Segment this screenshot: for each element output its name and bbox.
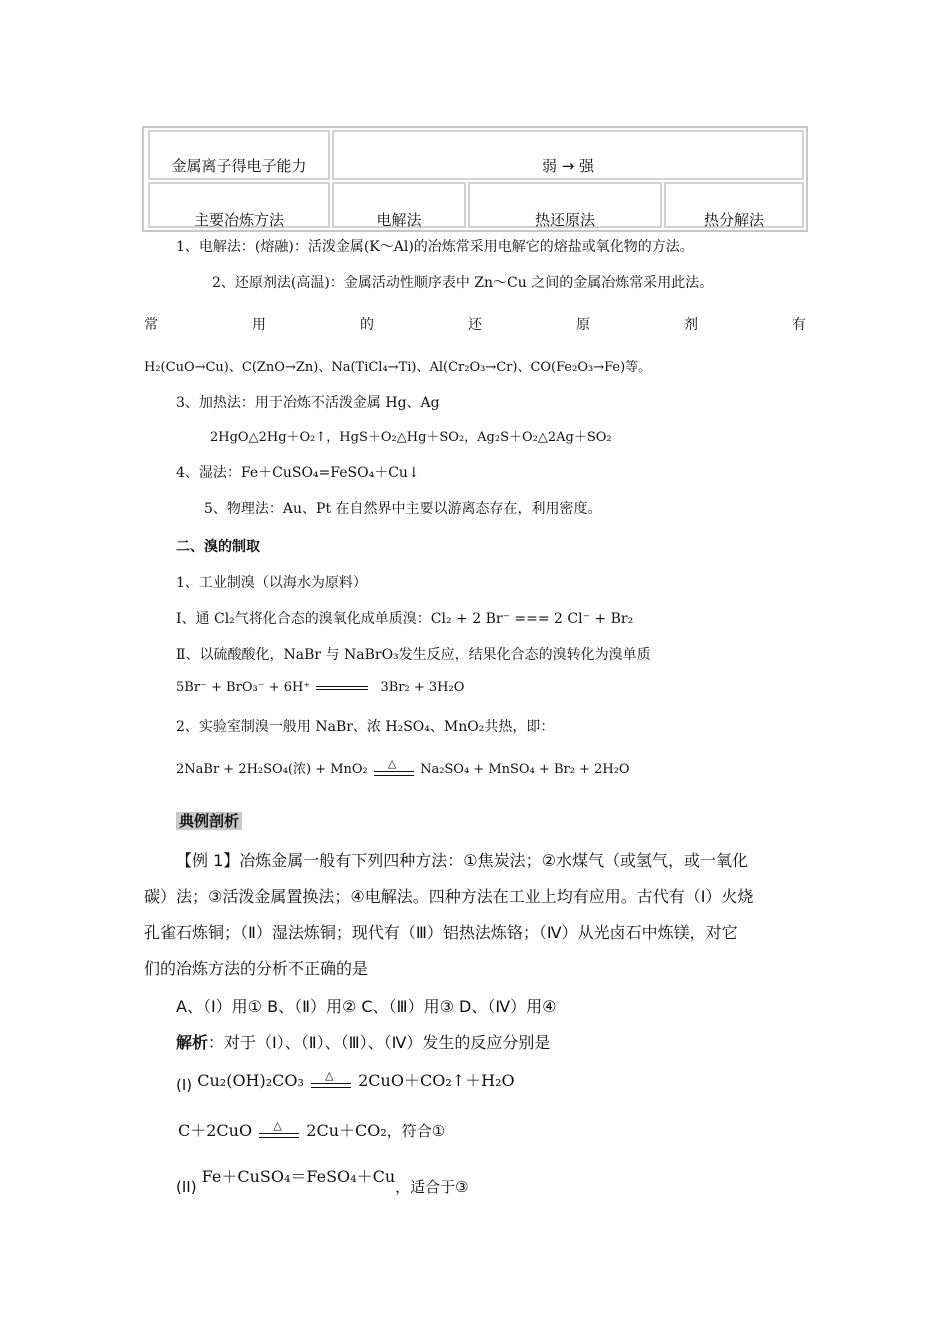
reaction-2 [178, 1118, 445, 1142]
method-heating: 3、加热法：用于冶炼不活泼金属 Hg、Ag [176, 395, 440, 411]
heat-symbol: △ [325, 1068, 334, 1082]
reducing-agent-examples: H₂(CuO→Cu)、C(ZnO→Zn)、Na(TiCl₄→Ti)、Al(Cr₂O₃→Cr)、CO(Fe₂O₃→Fe)等。 [144, 360, 652, 375]
reaction-1-left: Cu₂(OH)₂CO₃ [197, 1071, 304, 1090]
reaction-1-right: 2CuO＋CO₂↑＋H₂O [358, 1071, 515, 1090]
heat-equal-sign [374, 756, 414, 780]
metal-reduction-table [142, 126, 808, 232]
analysis-line [176, 1030, 550, 1053]
heat-symbol: △ [248, 430, 259, 445]
bromine-industrial: 1、工业制溴（以海水为原料） [176, 575, 367, 591]
table-cell-label-ability [148, 130, 330, 180]
heating-eq-part-a: 2HgO [210, 430, 249, 445]
table-cell-label-method [148, 182, 330, 228]
heating-eq-part-b: 2Hg＋O₂↑，HgS＋O₂ [258, 430, 397, 445]
reaction-2-left: C＋2CuO [178, 1121, 253, 1140]
spread-char: 有 [792, 317, 806, 333]
table-cell-thermal-decomposition [664, 182, 804, 228]
heat-symbol: △ [537, 430, 548, 445]
analysis-label: 解析 [176, 1033, 209, 1052]
equal-sign-line [316, 686, 368, 690]
table-cell-electrolysis [332, 182, 466, 228]
bromine-eq-left: 5Br⁻ + BrO₃⁻ + 6H⁺ [176, 680, 311, 695]
method-reducing-agent: 2、还原剂法(高温)：金属活动性顺序表中 Zn～Cu 之间的金属冶炼常采用此法。 [212, 275, 714, 291]
spread-char: 常 [144, 317, 158, 333]
reaction-3 [176, 1164, 469, 1197]
heating-equations [210, 426, 612, 445]
reaction-1 [176, 1068, 515, 1094]
reaction-2-note: ，符合① [386, 1122, 446, 1140]
example-section-label: 典例剖析 [176, 810, 242, 831]
table-label-method: 主要冶炼方法 [193, 211, 284, 229]
answer-options: A、（Ⅰ）用① B、（Ⅱ）用② C、（Ⅲ）用③ D、（Ⅳ）用④ [176, 997, 557, 1016]
reaction-2-right: 2Cu＋CO₂ [306, 1121, 387, 1140]
spread-char: 还 [468, 317, 482, 333]
table-thermal-reduction: 热还原法 [534, 211, 595, 229]
bromine-heading: 二、溴的制取 [176, 539, 260, 555]
reaction-3-note: ，适合于③ [395, 1178, 469, 1196]
spread-char: 原 [576, 317, 590, 333]
table-cell-trend [332, 130, 804, 180]
bromine-eq-right: 3Br₂ + 3H₂O [380, 680, 465, 695]
bromine-step-1: Ⅰ、通 Cl₂气将化合态的溴氧化成单质溴：Cl₂ + 2 Br⁻ === 2 Cl⁻ + Br₂ [176, 611, 634, 627]
lab-eq-right: Na₂SO₄ + MnSO₄ + Br₂ + 2H₂O [420, 762, 630, 777]
bromine-lab-equation [176, 758, 630, 780]
heat-symbol: △ [273, 1118, 282, 1132]
method-electrolysis: 1、电解法：(熔融)：活泼金属(K～Al)的冶炼常采用电解它的熔盐或氧化物的方法。 [176, 239, 694, 255]
reaction-1-tag: (I) [176, 1076, 193, 1094]
analysis-text: ：对于（Ⅰ）、（Ⅱ）、（Ⅲ）、（Ⅳ）发生的反应分别是 [208, 1033, 551, 1052]
bromine-step-2-equation [176, 680, 464, 695]
heat-equal-sign [311, 1068, 351, 1092]
question-line-2: 碳）法；③活泼金属置换法；④电解法。四种方法在工业上均有应用。古代有（Ⅰ）火烧 [144, 887, 754, 906]
heating-eq-part-d: 2Ag＋SO₂ [547, 430, 612, 445]
question-line-4: 们的冶炼方法的分析不正确的是 [144, 959, 369, 978]
reaction-3-tag: (II) [176, 1178, 197, 1196]
reaction-3-equation: Fe＋CuSO₄＝FeSO₄＋Cu [201, 1167, 396, 1186]
heat-symbol: △ [396, 430, 407, 445]
bromine-lab: 2、实验室制溴一般用 NaBr、浓 H₂SO₄、MnO₂共热，即： [176, 719, 555, 735]
method-physical: 5、物理法：Au、Pt 在自然界中主要以游离态存在，利用密度。 [204, 501, 602, 517]
spread-char: 用 [252, 317, 266, 333]
table-thermal-decomposition: 热分解法 [703, 211, 764, 229]
question-line-1: 【例 1】冶炼金属一般有下列四种方法：①焦炭法；②水煤气（或氢气，或一氧化 [176, 851, 748, 870]
heat-symbol: △ [387, 756, 397, 770]
spread-char: 剂 [684, 317, 698, 333]
heating-eq-part-c: Hg＋SO₂，Ag₂S＋O₂ [406, 430, 538, 445]
heat-equal-sign [259, 1118, 299, 1142]
bromine-step-2: Ⅱ、以硫酸酸化，NaBr 与 NaBrO₃发生反应，结果化合态的溴转化为溴单质 [176, 647, 651, 663]
table-cell-thermal-reduction [468, 182, 662, 228]
question-line-3: 孔雀石炼铜；（Ⅱ）湿法炼铜；现代有（Ⅲ）铝热法炼铬；（Ⅳ）从光卤石中炼镁，对它 [144, 923, 738, 942]
lab-eq-left: 2NaBr + 2H₂SO₄(浓) + MnO₂ [176, 762, 368, 777]
table-label-ability: 金属离子得电子能力 [171, 157, 307, 175]
method-reducing-agent-spread [144, 314, 806, 334]
table-trend: 弱 → 强 [541, 157, 595, 175]
table-electrolysis: 电解法 [376, 211, 422, 229]
spread-char: 的 [360, 317, 374, 333]
method-wet: 4、湿法：Fe＋CuSO₄=FeSO₄＋Cu↓ [176, 465, 420, 481]
